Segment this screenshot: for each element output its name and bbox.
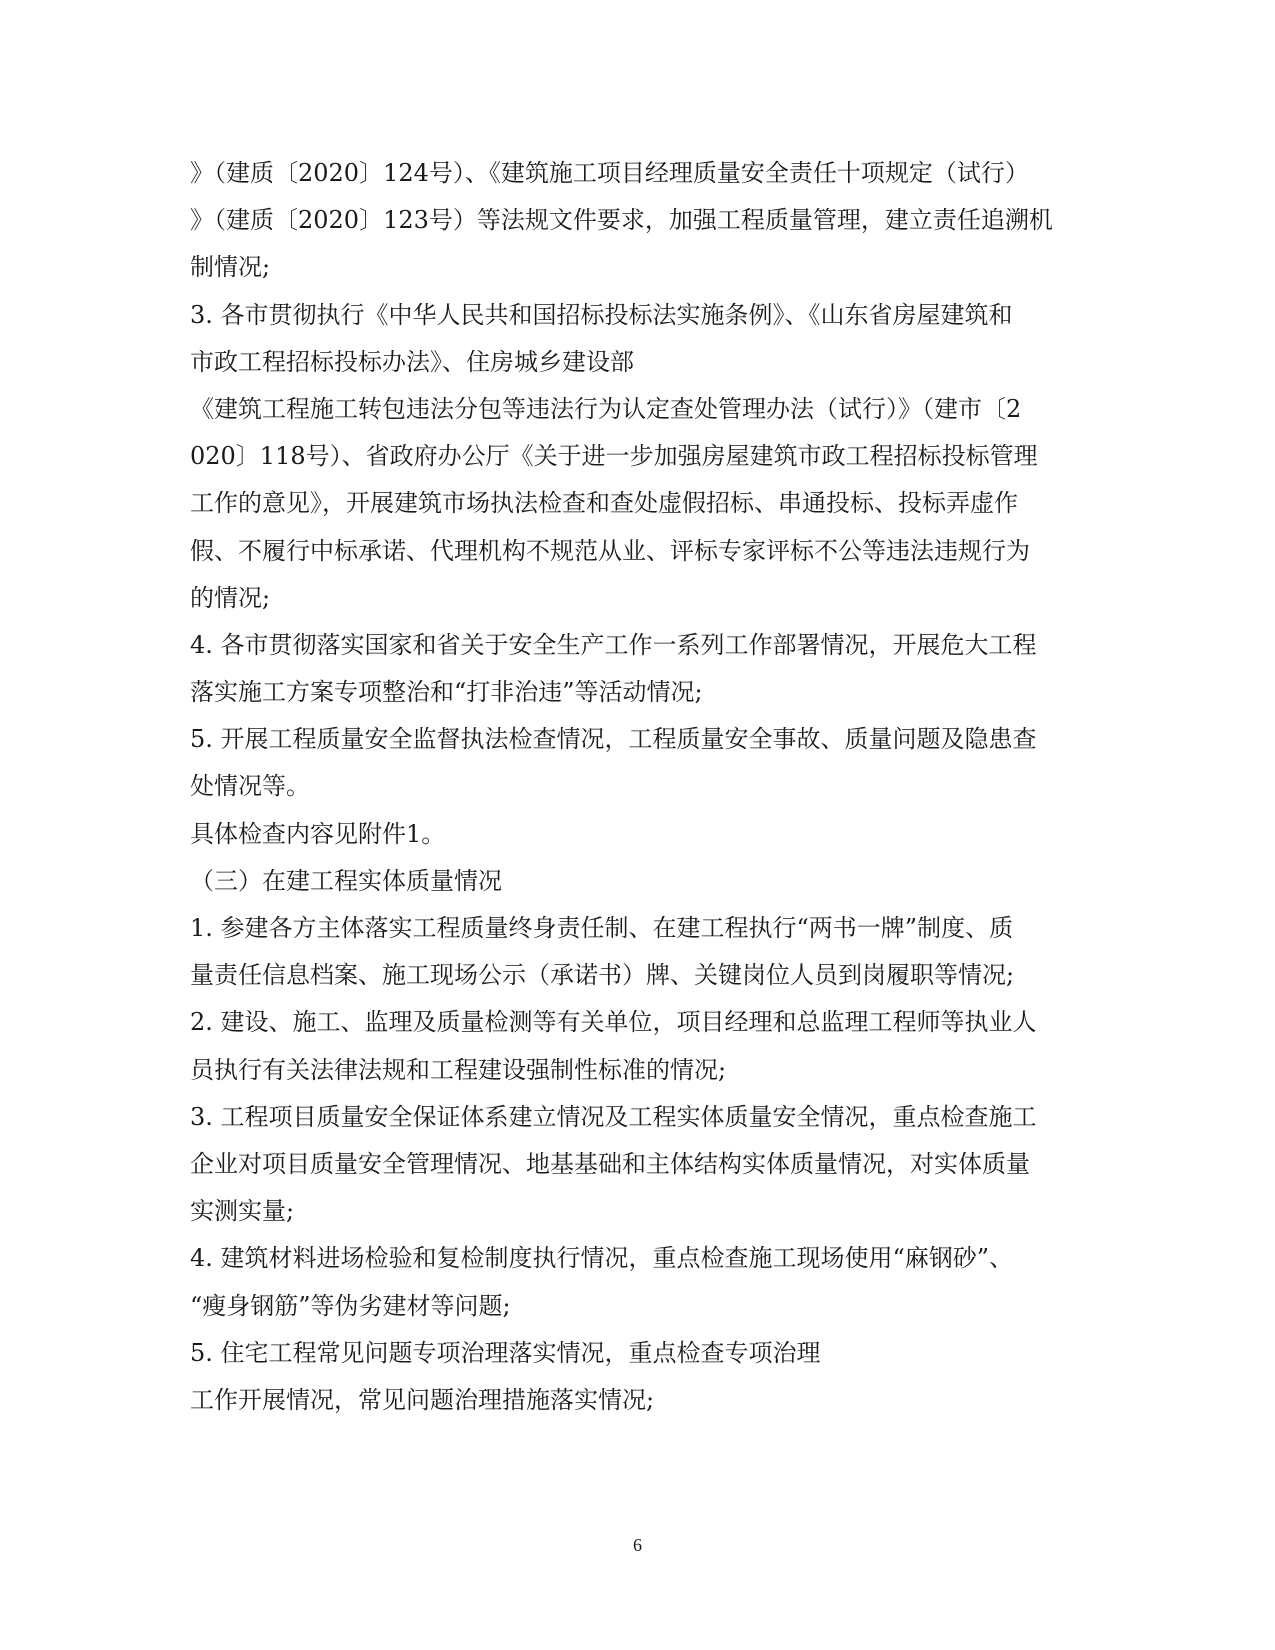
- document-body: [190, 150, 1070, 1424]
- page-number: 6: [633, 1535, 642, 1555]
- text-line: 1. 参建各方主体落实工程质量终身责任制、在建工程执行“两书一牌”制度、质: [190, 914, 1014, 942]
- text-line: 员执行有关法律法规和工程建设强制性标准的情况;: [190, 1055, 727, 1084]
- text-line: 》（建质〔2020〕124号）、《建筑施工项目经理质量安全责任十项规定（试行）: [190, 159, 1029, 187]
- text-line: 4. 各市贯彻落实国家和省关于安全生产工作一系列工作部署情况，开展危大工程: [190, 630, 1037, 659]
- text-line: 市政工程招标投标办法》、住房城乡建设部: [190, 347, 634, 376]
- text-line: 《建筑工程施工转包违法分包等违法行为认定查处管理办法（试行）》（建市〔2: [190, 394, 1022, 423]
- text-line: 5. 住宅工程常见问题专项治理落实情况，重点检查专项治理: [190, 1338, 821, 1367]
- text-line: 020〕118号）、省政府办公厅《关于进一步加强房屋建筑市政工程招标投标管理: [190, 442, 1038, 471]
- text-line: 工作的意见》，开展建筑市场执法检查和查处虚假招标、串通投标、投标弄虚作: [190, 489, 1018, 518]
- section-heading: （三）在建工程实体质量情况: [190, 866, 502, 895]
- text-line: 2. 建设、施工、监理及质量检测等有关单位，项目经理和总监理工程师等执业人: [190, 1008, 1037, 1037]
- text-line: 处情况等。: [190, 772, 310, 801]
- text-line: 具体检查内容见附件1。: [190, 819, 446, 848]
- text-line: 3. 各市贯彻执行《中华人民共和国招标投标法实施条例》、《山东省房屋建筑和: [190, 300, 1013, 329]
- text-line: 企业对项目质量安全管理情况、地基基础和主体结构实体质量情况，对实体质量: [190, 1149, 1030, 1178]
- text-line: 假、不履行中标承诺、代理机构不规范从业、评标专家评标不公等违法违规行为: [190, 536, 1030, 565]
- text-line: 5. 开展工程质量安全监督执法检查情况，工程质量安全事故、质量问题及隐患查: [190, 725, 1037, 754]
- text-line: 的情况;: [190, 583, 271, 612]
- text-line: 3. 工程项目质量安全保证体系建立情况及工程实体质量安全情况，重点检查施工: [190, 1102, 1037, 1131]
- text-line: 量责任信息档案、施工现场公示（承诺书）牌、关键岗位人员到岗履职等情况;: [190, 961, 1015, 990]
- text-line: 实测实量;: [190, 1197, 295, 1226]
- text-line: 》（建质〔2020〕123号）等法规文件要求，加强工程质量管理，建立责任追溯机: [190, 206, 1053, 235]
- text-line: “瘦身钢筋”等伪劣建材等问题;: [190, 1291, 511, 1320]
- text-line: 4. 建筑材料进场检验和复检制度执行情况，重点检查施工现场使用“麻钢砂”、: [190, 1244, 1014, 1273]
- text-line: 制情况;: [190, 253, 271, 282]
- text-line: 落实施工方案专项整治和“打非治违”等活动情况;: [190, 678, 703, 707]
- text-line: 工作开展情况，常见问题治理措施落实情况;: [190, 1385, 655, 1414]
